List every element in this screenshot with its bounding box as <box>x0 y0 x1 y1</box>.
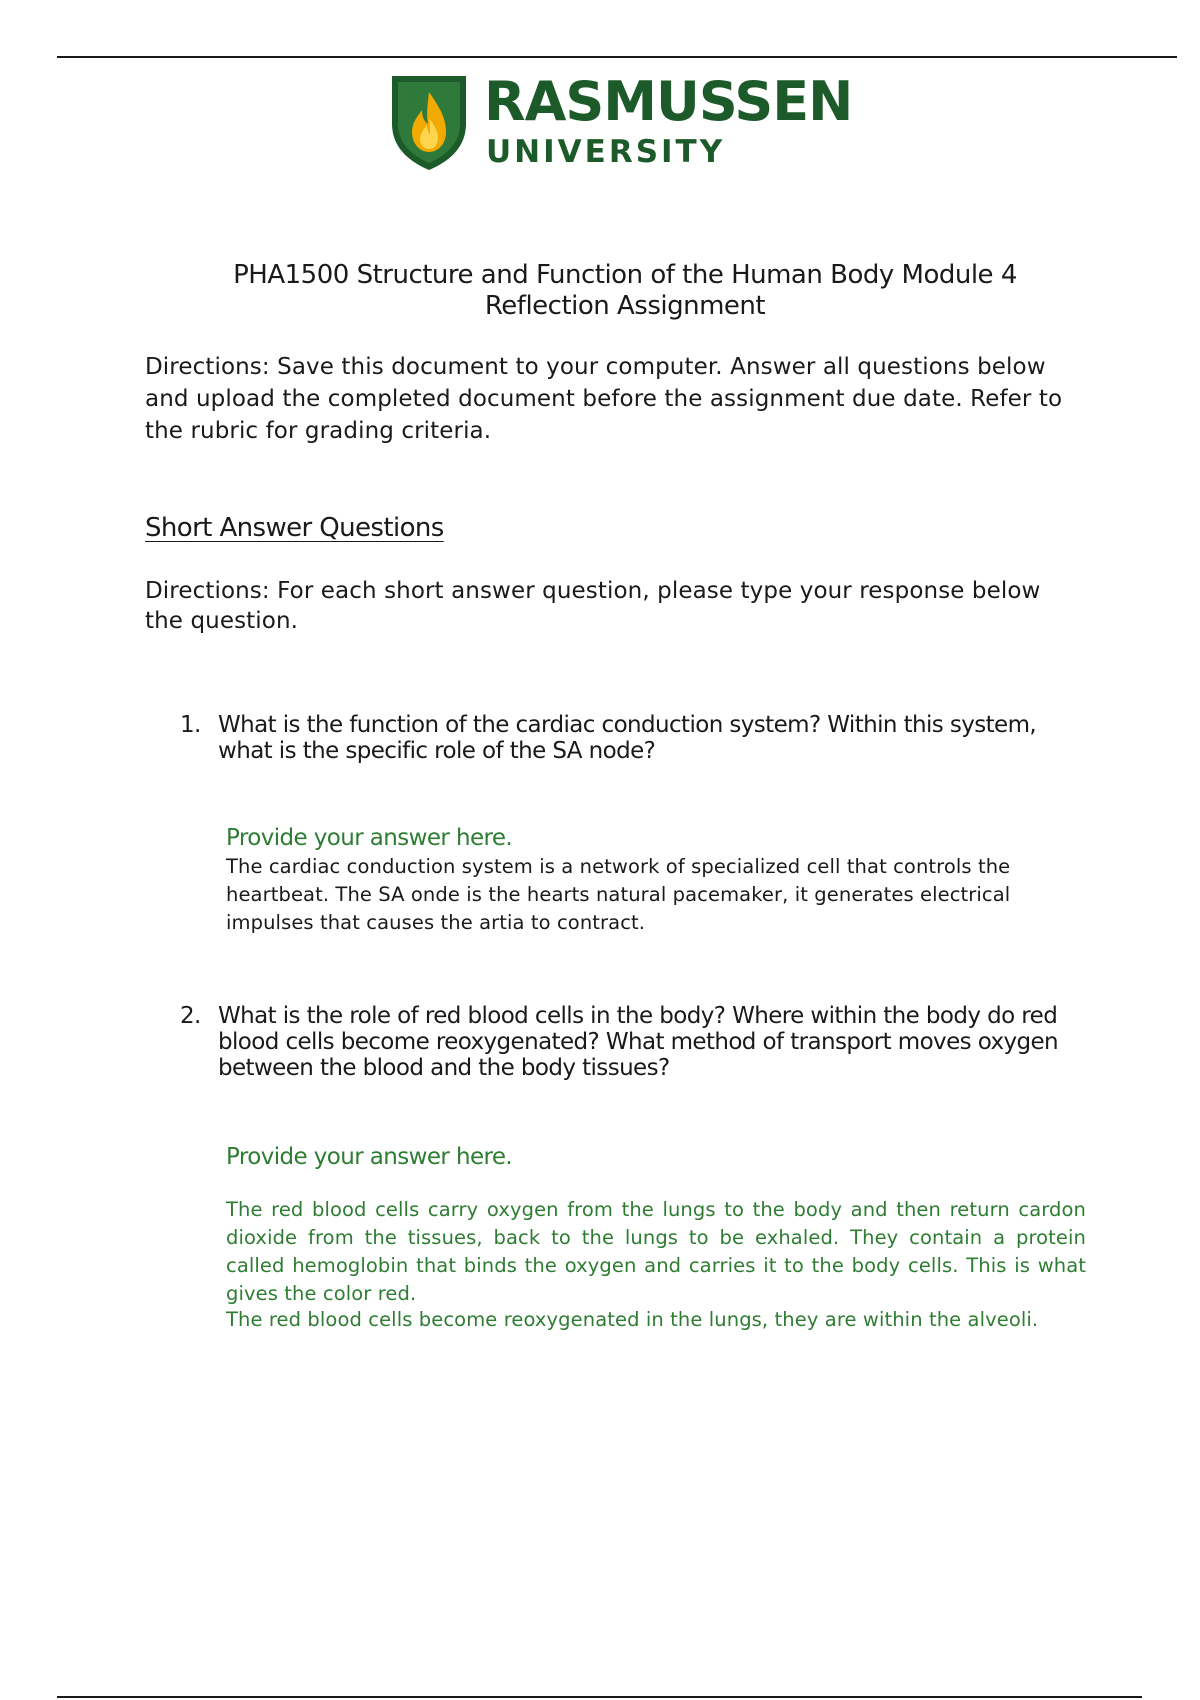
question-number: 1. <box>180 712 201 738</box>
rasmussen-logo <box>388 70 853 176</box>
title-line-2: Reflection Assignment <box>484 291 766 321</box>
section-directions: Directions: For each short answer question, please type your response below the question. <box>145 578 1041 634</box>
answer-prompt-2: Provide your answer here. <box>226 1144 513 1170</box>
top-rule <box>57 56 1177 58</box>
answer-text-2[interactable] <box>226 1196 1086 1332</box>
question-number: 2. <box>180 1003 201 1029</box>
question-text: What is the function of the cardiac conduction system? Within this system, what is the specific role of the SA node? <box>218 712 1037 764</box>
answer-paragraph: The red blood cells become reoxygenated in the lungs, they are within the alveoli. <box>226 1308 1039 1331</box>
answer-text-1[interactable]: The cardiac conduction system is a network of specialized cell that controls the heartbeat. The SA onde is the hearts natural pacemaker, it generates electrical impulses that causes the artia to contract. <box>226 855 1011 934</box>
answer-paragraph: The red blood cells carry oxygen from the lungs to the body and then return cardon dioxide from the tissues, back to the lungs to be exhaled. They contain a protein called hemoglobin that binds the oxygen and carries it to the body cells. This is what gives the color red. <box>226 1198 1086 1305</box>
assignment-directions: Directions: Save this document to your computer. Answer all questions below and upload the completed document before the assignment due date. Refer to the rubric for grading criteria. <box>145 354 1063 444</box>
bottom-rule <box>57 1696 1142 1698</box>
question-text: What is the role of red blood cells in the body? Where within the body do red blood cells become reoxygenated? What method of transport moves oxygen between the blood and the body tissues? <box>218 1003 1059 1081</box>
logo-wordmark: RASMUSSEN <box>484 70 853 133</box>
logo-subtitle: UNIVERSITY <box>486 134 726 170</box>
title-line-1: PHA1500 Structure and Function of the Human Body Module 4 <box>233 260 1017 290</box>
document-title <box>145 260 1105 322</box>
shield-flame-icon <box>388 72 470 172</box>
answer-prompt-1: Provide your answer here. <box>226 825 513 851</box>
section-heading: Short Answer Questions <box>145 513 444 543</box>
